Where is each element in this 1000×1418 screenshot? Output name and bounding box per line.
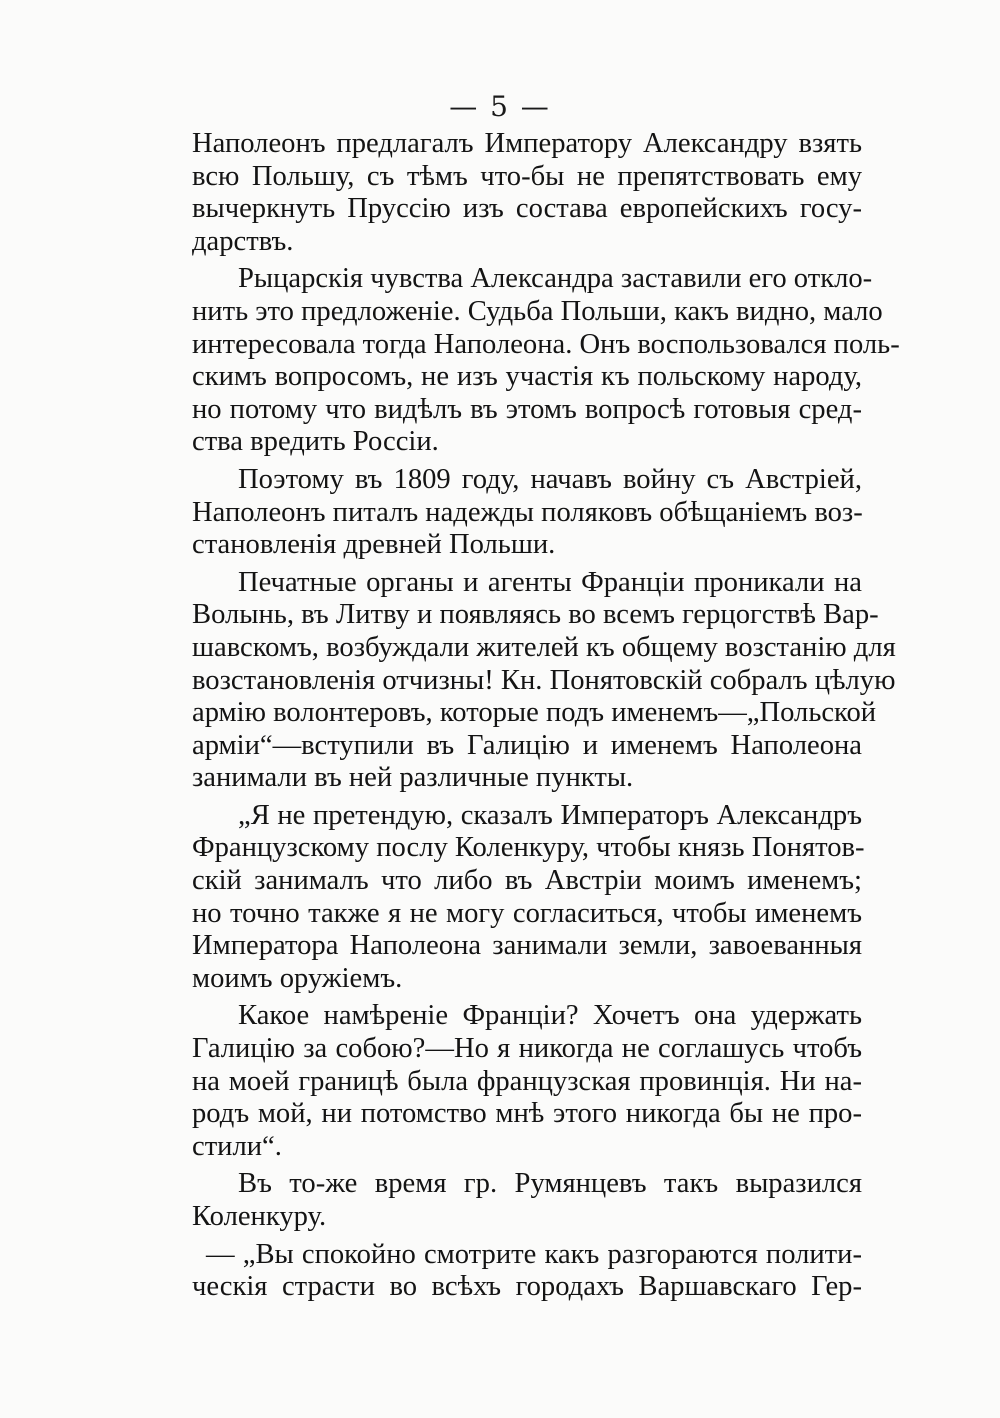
text-line: занимали въ ней различные пункты.: [192, 762, 634, 794]
text-line: Галицію за собою?—Но я никогда не соглашусь чтобъ: [192, 1033, 862, 1065]
text-line: дарствъ.: [192, 225, 294, 257]
body-text: [192, 128, 900, 1304]
text-line: Печатные органы и агенты Франціи проникали на: [238, 566, 862, 598]
paragraph: [192, 464, 862, 562]
text-line: но потому что видѣлъ въ этомъ вопросѣ готовыя сред-: [192, 393, 862, 425]
paragraph: [192, 1239, 862, 1304]
text-line: Коленкуру.: [192, 1201, 327, 1232]
text-line: становленія древней Польши.: [192, 529, 556, 561]
text-line: Волынь, въ Литву и появляясь во всемъ герцогствѣ Вар-: [192, 599, 879, 631]
paragraph: [192, 128, 862, 258]
text-line: арміи“—вступили въ Галицію и именемъ Наполеона: [192, 729, 862, 761]
text-line: Императора Наполеона занимали земли, завоеванныя: [192, 930, 862, 962]
text-line: — „Вы спокойно смотрите какъ разгораются полити-: [206, 1238, 862, 1270]
text-line: интересовала тогда Наполеона. Онъ воспользовался поль-: [192, 328, 900, 360]
text-line: возстановленія отчизны! Кн. Понятовскій собралъ цѣлую: [192, 664, 896, 696]
text-line: шавскомъ, возбуждали жителей къ общему возстанію для: [192, 631, 896, 663]
text-line: родъ мой, ни потомство мнѣ этого никогда бы не про-: [192, 1098, 862, 1130]
text-line: Наполеонъ предлагалъ Императору Александру взять: [192, 128, 862, 159]
text-line: Поэтому въ 1809 году, начавъ войну съ Австріей,: [238, 463, 862, 495]
text-line: Рыцарскія чувства Александра заставили его откло-: [238, 263, 873, 295]
text-line: Въ то-же время гр. Румянцевъ такъ выразился: [238, 1168, 862, 1200]
paragraph: [192, 1168, 862, 1233]
text-line: нить это предложеніе. Судьба Польши, какъ видно, мало: [192, 295, 883, 327]
text-line: ства вредить Россіи.: [192, 426, 439, 458]
paragraph: [192, 566, 896, 795]
text-line: стили“.: [192, 1130, 282, 1162]
text-line: но точно также я не могу согласиться, чтобы именемъ: [192, 897, 862, 929]
text-line: скимъ вопросомъ, не изъ участія къ польскому народу,: [192, 361, 862, 393]
text-line: моимъ оружіемъ.: [192, 962, 403, 994]
text-line: всю Польшу, съ тѣмъ что-бы не препятствовать ему: [192, 160, 862, 192]
page-number: — 5 —: [449, 90, 551, 123]
paragraph: [192, 1000, 862, 1163]
text-line: армію волонтеровъ, которые подъ именемъ—„Польской: [192, 697, 877, 729]
text-line: Наполеонъ питалъ надежды поляковъ обѣщаніемъ воз-: [192, 496, 863, 528]
text-line: „Я не претендую, сказалъ Императоръ Александръ: [238, 799, 862, 831]
paragraph: [192, 799, 865, 996]
text-line: Французскому послу Коленкуру, чтобы князь Понятов-: [192, 832, 865, 864]
paragraph: [192, 263, 900, 459]
text-line: ческія страсти во всѣхъ городахъ Варшавскаго Гер-: [192, 1271, 862, 1303]
text-line: вычеркнуть Пруссію изъ состава европейскихъ госу-: [192, 193, 862, 225]
text-line: на моей границѣ была французская провинція. Ни на-: [192, 1065, 862, 1097]
text-line: скій занималъ что либо въ Австріи моимъ именемъ;: [192, 865, 862, 897]
text-line: Какое намѣреніе Франціи? Хочетъ она удержать: [238, 1000, 862, 1032]
